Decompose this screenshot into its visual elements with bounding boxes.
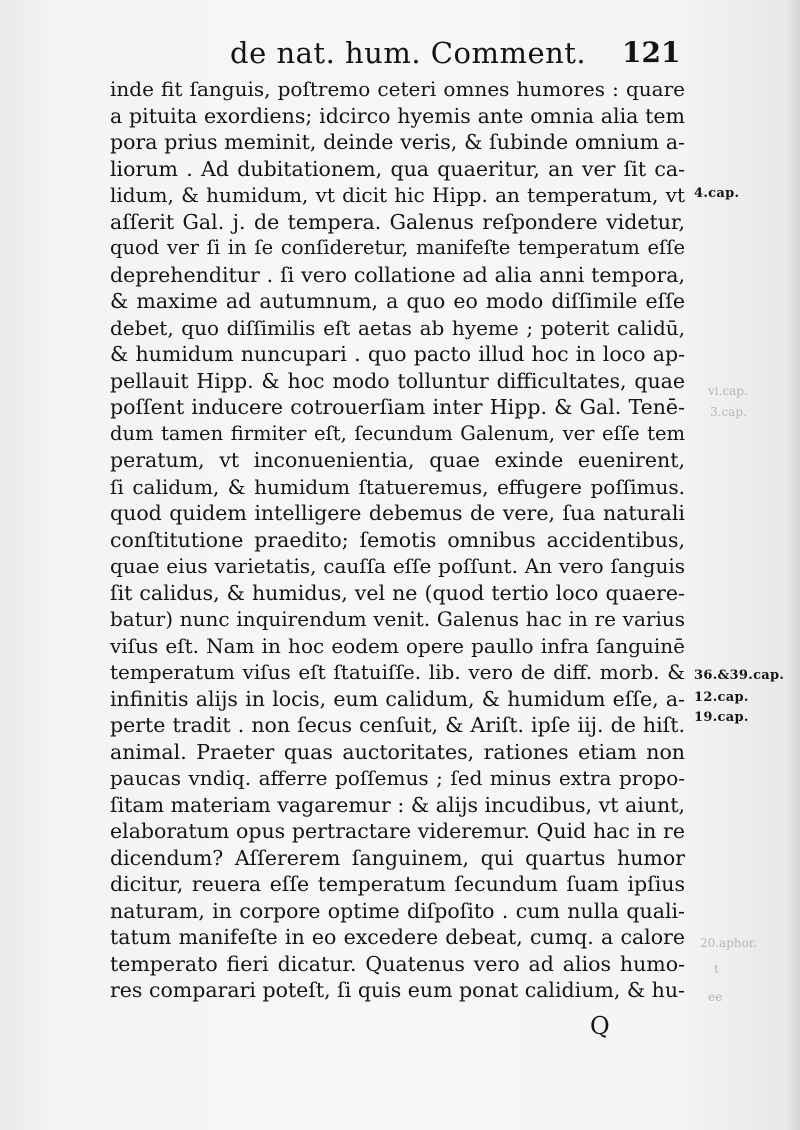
text-line: ſi calidum, & humidum ſtatueremus, effugere poſſimus. xyxy=(110,474,685,499)
text-line: quod quidem intelligere debemus de vere, ſua naturali xyxy=(110,501,685,525)
text-line: ſitam materiam vagaremur : & alijs incudibus, vt aiunt, xyxy=(110,792,685,817)
bleed-through-note: ee xyxy=(708,990,723,1004)
text-line: lidum, & humidum, vt dicit hic Hipp. an temperatum, vt xyxy=(110,183,685,207)
bleed-through-note: vi.cap. xyxy=(708,384,748,398)
page-number: 121 xyxy=(622,36,681,69)
text-line: animal. Praeter quas auctoritates, rationes etiam non xyxy=(110,739,685,764)
text-line: infinitis alijs in locis, eum calidum, & humidum eſſe, a- xyxy=(110,686,685,711)
text-line: elaboratum opus pertractare videremur. Quid hac in re xyxy=(110,819,685,843)
text-line: quod ver ſi in ſe conſideretur, manifeſte temperatum eſſe xyxy=(110,236,685,259)
page-edge-shadow xyxy=(786,0,800,1130)
text-line: pellauit Hipp. & hoc modo tolluntur difficultates, quae xyxy=(110,368,685,393)
running-head: de nat. hum. Comment. xyxy=(230,36,587,70)
text-line: debet, quo diſſimilis eſt aetas ab hyeme ; poterit calidū, xyxy=(110,315,685,340)
text-line: liorum . Ad dubitationem, qua quaeritur, an ver ſit ca- xyxy=(110,156,685,181)
text-line: naturam, in corpore optime diſpoſito . cum nulla quali- xyxy=(110,898,685,923)
text-line: paucas vndiq. afferre poſſemus ; ſed minus extra propo- xyxy=(110,766,685,790)
bleed-through-note: 3.cap. xyxy=(710,405,747,419)
text-line: pora prius meminit, deinde veris, & ſubinde omnium a- xyxy=(110,130,685,154)
margin-note-19-cap: 19.cap. xyxy=(694,710,749,725)
text-line: tatum manifeſte in eo excedere debeat, cumq. a calore xyxy=(110,925,685,949)
text-line: dum tamen firmiter eſt, ſecundum Galenum, ver eſſe tem xyxy=(110,421,685,445)
text-line: ſit calidus, & humidus, vel ne (quod tertio loco quaere- xyxy=(110,580,685,605)
margin-note-12-cap: 12.cap. xyxy=(694,690,749,705)
body-text xyxy=(110,76,685,1004)
text-line: temperatum viſus eſt ſtatuiſſe. lib. vero de diff. morb. & xyxy=(110,660,685,684)
text-line: temperato fieri dicatur. Quatenus vero ad alios humo- xyxy=(110,951,685,976)
text-line: peratum, vt inconuenientia, quae exinde euenirent, xyxy=(110,448,685,472)
text-line: dicendum? Aſſererem ſanguinem, qui quartus humor xyxy=(110,845,685,870)
text-line: inde fit ſanguis, poſtremo ceteri omnes humores : quare xyxy=(110,77,685,101)
margin-note-4-cap: 4.cap. xyxy=(694,186,740,201)
text-line: a pituita exordiens; idcirco hyemis ante omnia alia tem xyxy=(110,103,685,128)
text-line: deprehenditur . ſi vero collatione ad alia anni tempora, xyxy=(110,262,685,287)
text-line: dicitur, reuera eſſe temperatum ſecundum ſuam ipſius xyxy=(110,872,685,896)
text-line: perte tradit . non ſecus cenſuit, & Ariſt. ipſe iij. de hiſt. xyxy=(110,713,685,737)
catchword: Q xyxy=(590,1012,610,1040)
text-line: conſtitutione praedito; ſemotis omnibus accidentibus, xyxy=(110,527,685,552)
text-line: res comparari poteſt, ſi quis eum ponat calidium, & hu- xyxy=(110,978,685,1002)
text-line: & maxime ad autumnum, a quo eo modo diſſimile eſſe xyxy=(110,289,685,313)
margin-note-36-39-cap: 36.&39.cap. xyxy=(694,668,785,683)
text-line: quae eius varietatis, cauſſa eſſe poſſunt. An vero ſanguis xyxy=(110,554,685,578)
text-line: & humidum nuncupari . quo pacto illud hoc in loco ap- xyxy=(110,342,685,366)
bleed-through-note: 20.aphor. xyxy=(700,936,758,950)
text-line: viſus eſt. Nam in hoc eodem opere paullo infra ſanguinē xyxy=(110,633,685,658)
text-line: batur) nunc inquirendum venit. Galenus hac in re varius xyxy=(110,607,685,631)
text-line: aſſerit Gal. j. de tempera. Galenus reſpondere videtur, xyxy=(110,209,685,234)
text-line: poſſent inducere cotrouerſiam inter Hipp. & Gal. Tenē- xyxy=(110,395,685,419)
bleed-through-note: t xyxy=(714,962,719,976)
